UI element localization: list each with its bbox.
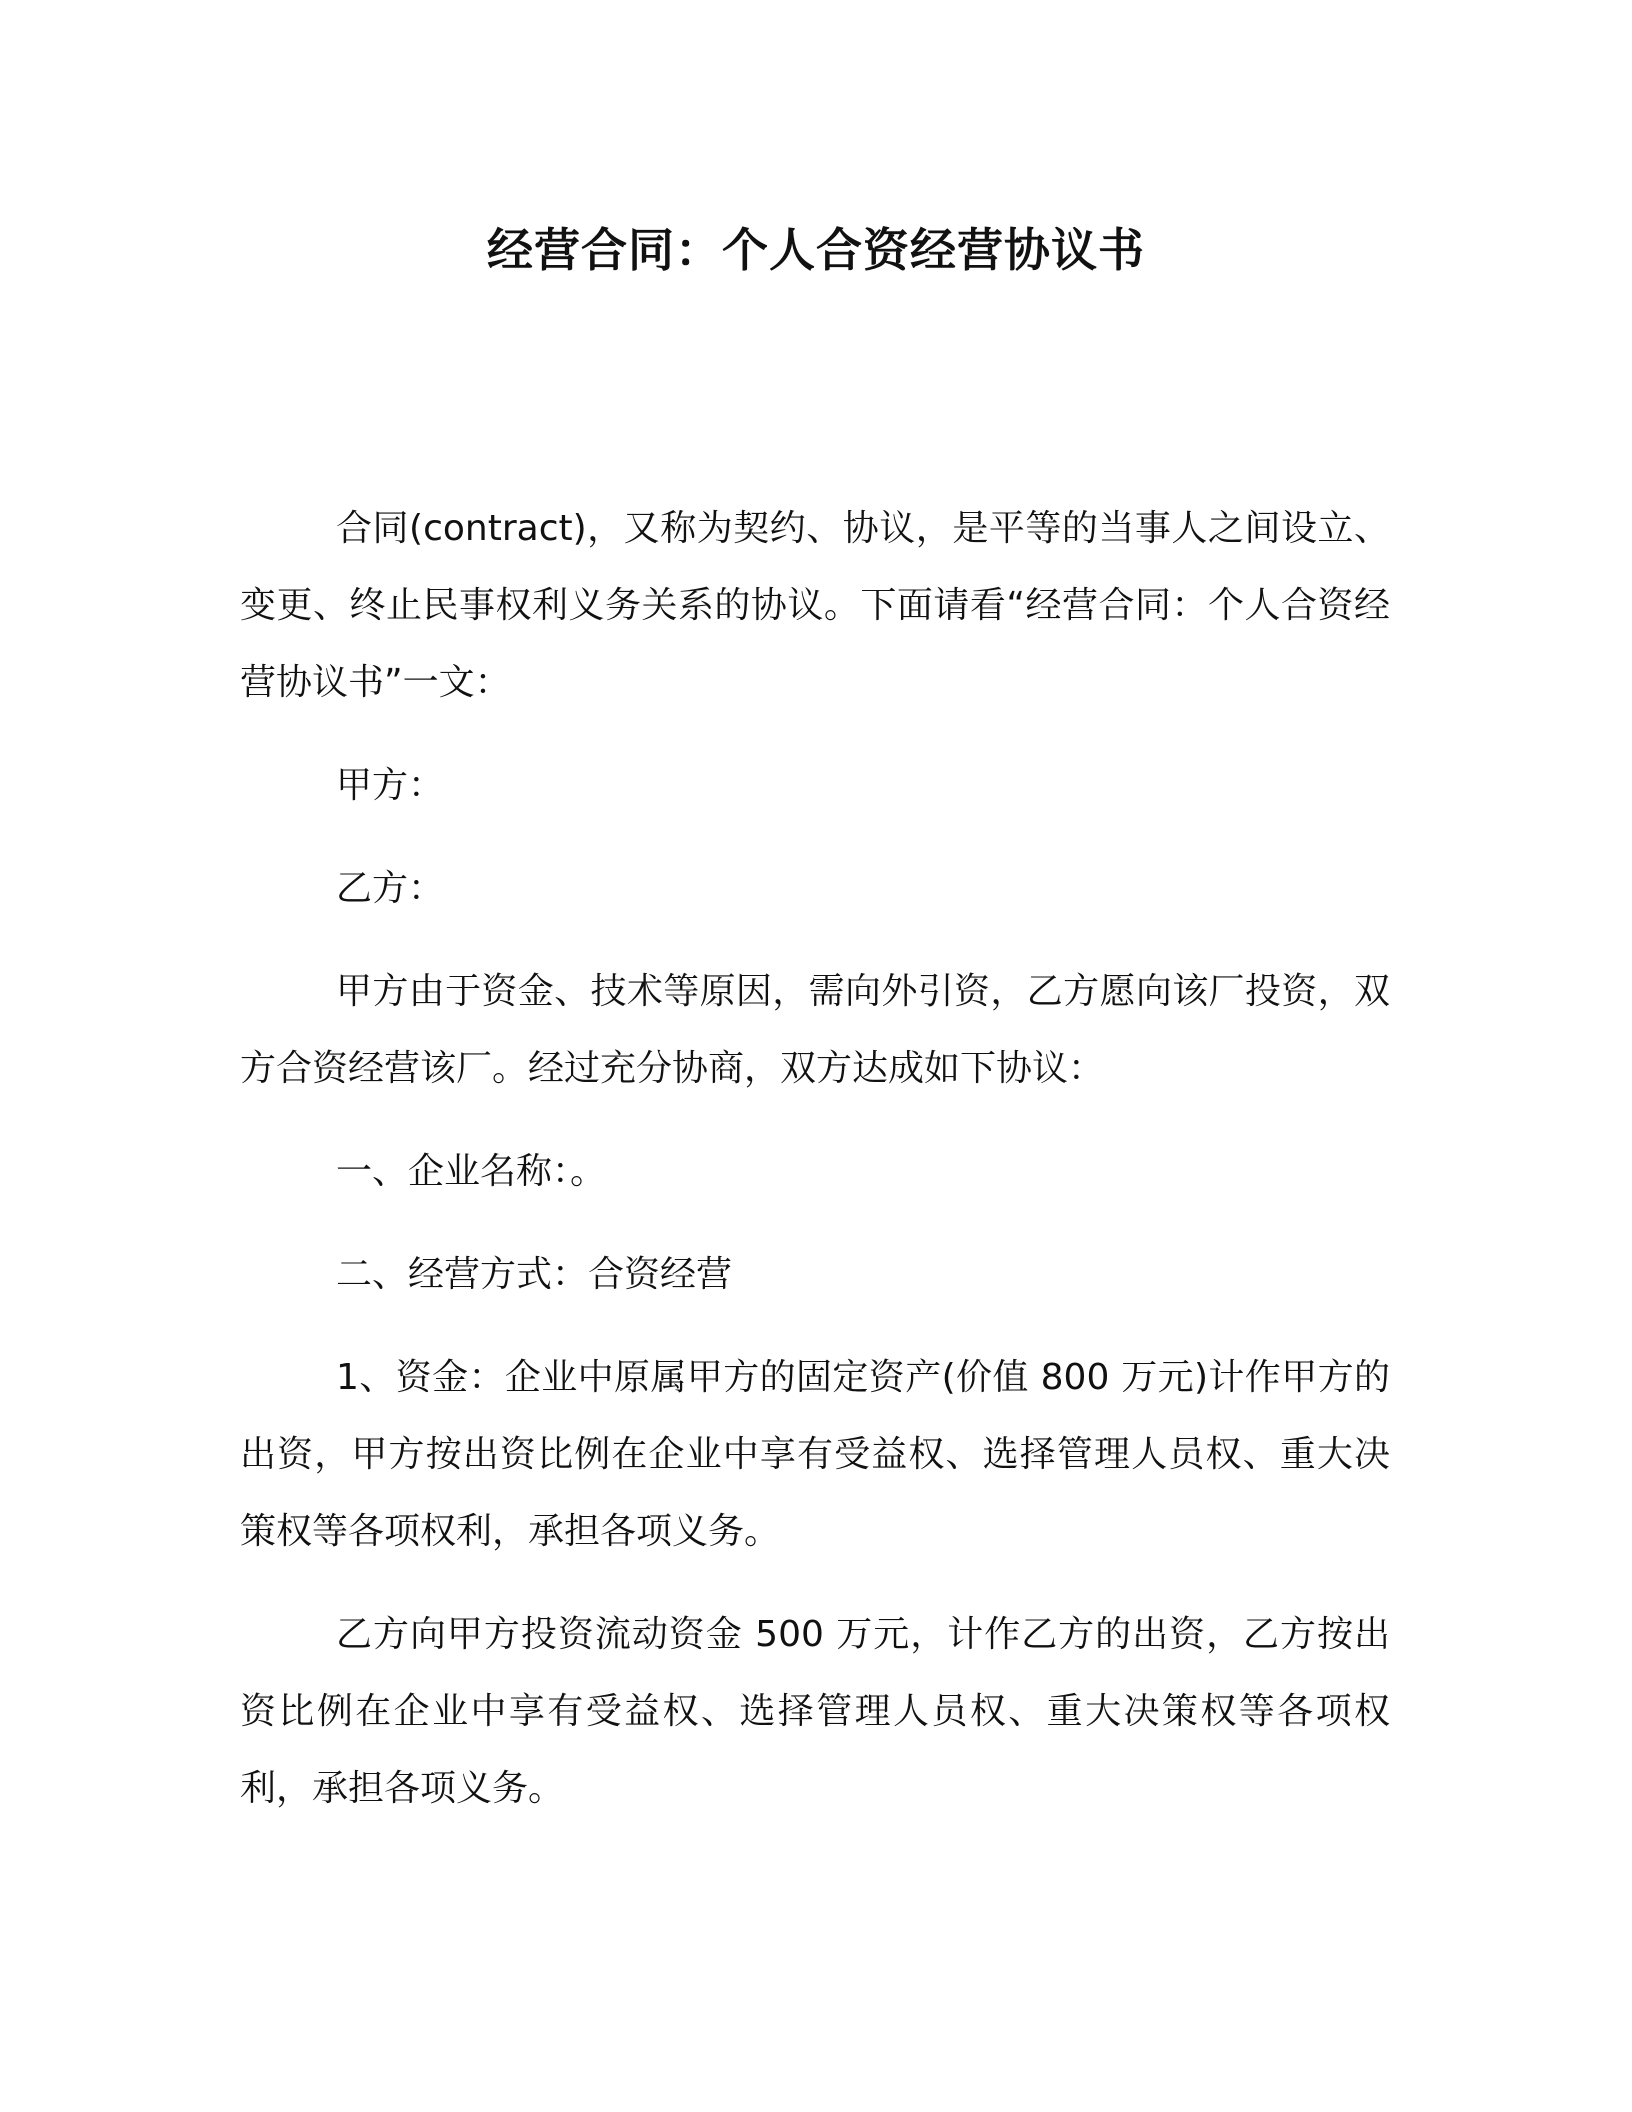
intro-paragraph: 合同(contract)，又称为契约、协议，是平等的当事人之间设立、变更、终止民事权利义务关系的协议。下面请看“经营合同：个人合资经营协议书”一文： bbox=[240, 508, 1390, 703]
clause-operation-mode: 二、经营方式：合资经营 bbox=[336, 1254, 733, 1295]
party-b-line: 乙方： bbox=[336, 868, 445, 909]
clause-capital-party-a: 1、资金：企业中原属甲方的固定资产(价值 800 万元)计作甲方的出资，甲方按出资比例在企业中享有受益权、选择管理人员权、重大决策权等各项权利，承担各项义务。 bbox=[240, 1357, 1390, 1552]
agreement-preamble: 甲方由于资金、技术等原因，需向外引资，乙方愿向该厂投资，双方合资经营该厂。经过充分协商，双方达成如下协议： bbox=[240, 971, 1390, 1089]
document-title: 经营合同：个人合资经营协议书 bbox=[487, 223, 1145, 277]
clause-enterprise-name: 一、企业名称：。 bbox=[336, 1151, 607, 1192]
document-body bbox=[240, 490, 1390, 1853]
clause-capital-party-b: 乙方向甲方投资流动资金 500 万元，计作乙方的出资，乙方按出资比例在企业中享有受益权、选择管理人员权、重大决策权等各项权利，承担各项义务。 bbox=[240, 1614, 1390, 1809]
party-a-line: 甲方： bbox=[336, 765, 445, 806]
